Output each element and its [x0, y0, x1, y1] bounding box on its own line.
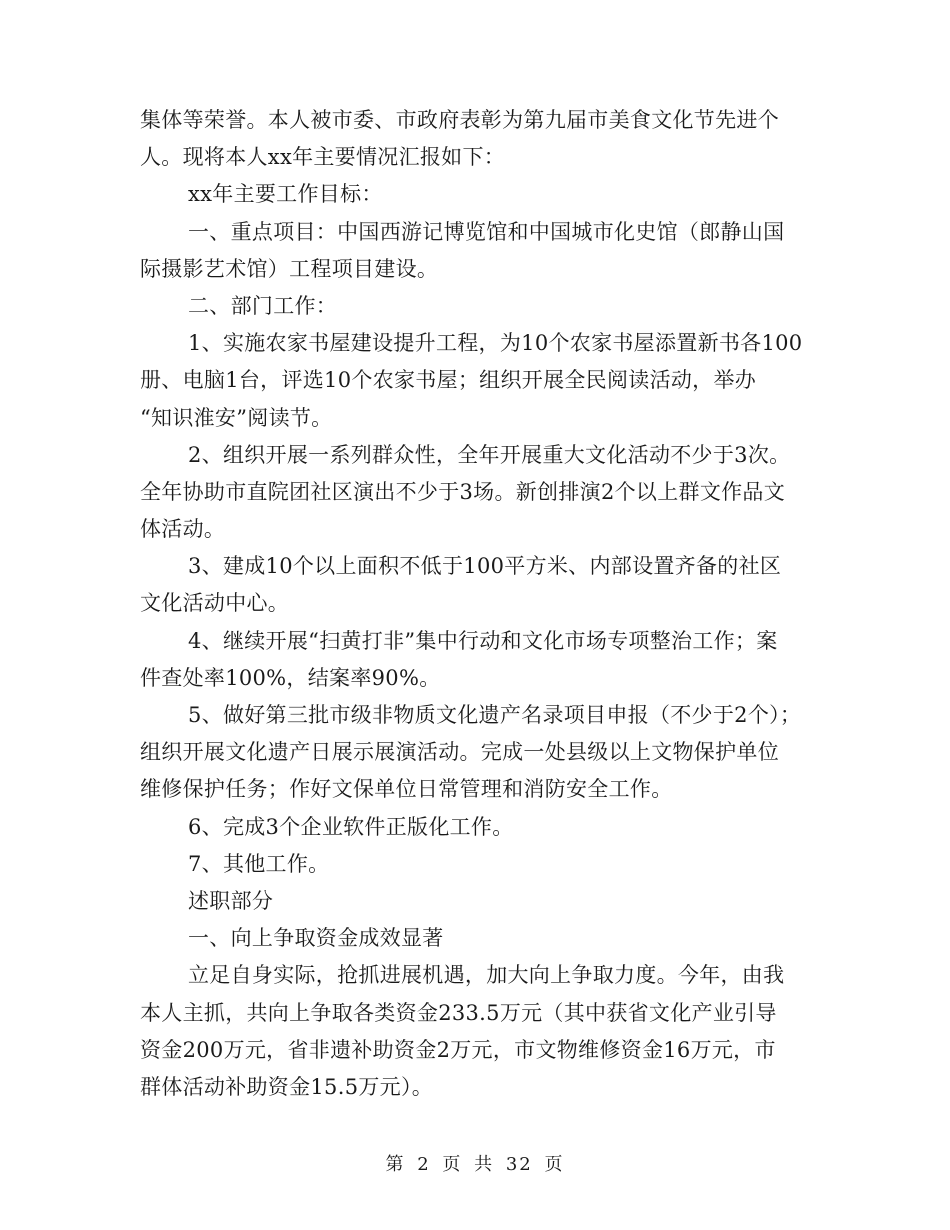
text-line: 1、实施农家书屋建设提升工程，为10个农家书屋添置新书各100 [188, 331, 803, 356]
text-line: 立足自身实际，抢抓进展机遇，加大向上争取力度。今年，由我 [188, 963, 785, 988]
text-line: “知识淮安”阅读节。 [140, 405, 333, 430]
text-line: 文化活动中心。 [140, 591, 290, 616]
text-line: xx年主要工作目标： [188, 182, 383, 207]
text-line: 述职部分 [188, 888, 274, 913]
text-line: 3、建成10个以上面积不低于100平方米、内部设置齐备的社区 [188, 554, 782, 579]
text-line: 2、组织开展一系列群众性，全年开展重大文化活动不少于3次。 [188, 442, 791, 467]
text-line: 5、做好第三批市级非物质文化遗产名录项目申报（不少于2个）； [188, 703, 802, 727]
text-line: 集体等荣誉。本人被市委、市政府表彰为第九届市美食文化节先进个 [140, 108, 779, 132]
text-line: 本人主抓，共向上争取各类资金233.5万元（其中获省文化产业引导 [140, 1000, 777, 1025]
text-line: 册、电脑1台，评选10个农家书屋；组织开展全民阅读活动，举办 [140, 368, 757, 393]
text-line: 6、完成3个企业软件正版化工作。 [188, 814, 514, 839]
text-line: 4、继续开展“扫黄打非”集中行动和文化市场专项整治工作；案 [188, 628, 778, 653]
text-line: 组织开展文化遗产日展示展演活动。完成一处县级以上文物保护单位 [140, 740, 779, 765]
text-line: 全年协助市直院团社区演出不少于3场。新创排演2个以上群文作品文 [140, 479, 786, 504]
text-line: 群体活动补助资金15.5万元）。 [140, 1074, 434, 1099]
text-line: 二、部门工作： [188, 293, 338, 318]
document-body [140, 102, 808, 1106]
text-line: 人。现将本人xx年主要情况汇报如下： [140, 145, 506, 170]
text-line: 际摄影艺术馆）工程项目建设。 [140, 256, 439, 281]
text-line: 维修保护任务；作好文保单位日常管理和消防安全工作。 [140, 777, 673, 802]
text-line: 7、其他工作。 [188, 851, 330, 876]
text-line: 一、向上争取资金成效显著 [188, 926, 444, 951]
text-line: 一、重点项目：中国西游记博览馆和中国城市化史馆（郎静山国 [188, 219, 785, 244]
text-line: 件查处率100%，结案率90%。 [140, 665, 441, 690]
text-line: 体活动。 [140, 517, 226, 542]
text-line: 资金200万元，省非遗补助资金2万元，市文物维修资金16万元，市 [140, 1037, 776, 1062]
page-footer: 第 2 页 共 32 页 [385, 1154, 565, 1175]
